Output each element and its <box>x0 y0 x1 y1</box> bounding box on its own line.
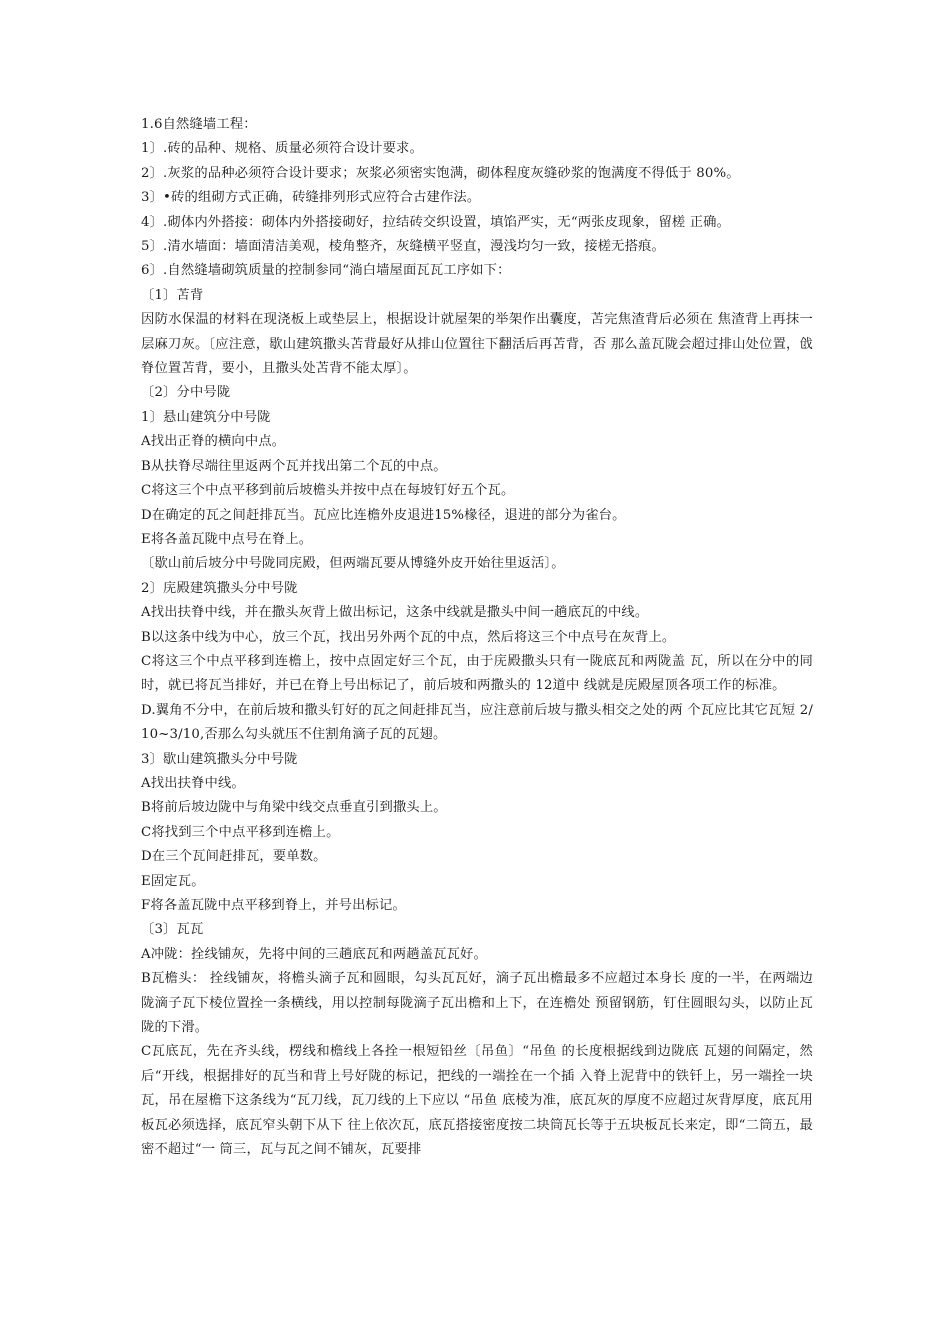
text-line: 1.6自然缝墙工程： <box>141 117 257 132</box>
text-line: 1〕悬山建筑分中号陇 <box>141 409 271 425</box>
text-line: A冲陇：拴线铺灰，先将中间的三趟底瓦和两趟盖瓦瓦好。 <box>141 946 487 962</box>
text-line: E固定瓦。 <box>141 873 205 889</box>
text-line: 2〕.灰浆的品种必须符合设计要求；灰浆必须密实饱满，砌体程度灰缝砂浆的饱满度不得低于 80%。 <box>141 165 740 181</box>
text-line: A找出扶脊中线。 <box>141 775 245 791</box>
text-line: C将找到三个中点平移到连檐上。 <box>141 824 340 840</box>
text-line: 1〕.砖的品种、规格、质量必须符合设计要求。 <box>141 141 423 157</box>
text-line: 3〕歇山建筑撒头分中号陇 <box>141 751 298 767</box>
text-paragraph: C瓦底瓦，先在齐头线，楞线和檐线上各拴一根短铅丝〔吊鱼〕“吊鱼 的长度根据线到边陇底 瓦翅的间隔定，然后“开线，根据排好的瓦当和背上号好陇的标记，把线的一端拴在一个插 入脊上泥背中的铁钎上，另一端拴一块瓦，吊在屋檐下这条线为“瓦刀线，瓦刀线的上下应以 “吊鱼 底棱为准，底瓦灰的厚度不应超过灰背厚度，底瓦用板瓦必须选择，底瓦窄头朝下从下 往上依次瓦，底瓦搭接密度按二块筒瓦长等于五块板瓦长来定，即“二筒五，最密不超过“一 筒三，瓦与瓦之间不铺灰，瓦要排 <box>141 1044 813 1158</box>
text-line: 6〕.自然缝墙砌筑质量的控制参同“淌白墙屋面瓦瓦工序如下： <box>141 263 511 279</box>
text-paragraph: B瓦檐头： 拴线铺灰，将檐头滴子瓦和圆眼，勾头瓦瓦好，滴子瓦出檐最多不应超过本身长 度的一半，在两端边陇滴子瓦下棱位置拴一条横线，用以控制每陇滴子瓦出檐和上下，在连檐处 预留钢筋，钉住圆眼勾头，以防止瓦陇的下滑。 <box>141 971 813 1036</box>
text-line: F将各盖瓦陇中点平移到脊上，并号出标记。 <box>141 898 406 913</box>
text-line: B从扶脊尽端往里返两个瓦并找出第二个瓦的中点。 <box>141 458 447 474</box>
text-paragraph: 因防水保温的材料在现浇板上或垫层上，根据设计就屋架的举架作出囊度，苫完焦渣背后必须在 焦渣背上再抹一层麻刀灰。〔应注意，歇山建筑撒头苫背最好从排山位置往下翻活后再苫背，否 那么盖瓦陇会超过排山处位置，戗脊位置苫背，要小，且撒头处苫背不能太厚〕。 <box>141 312 813 377</box>
text-paragraph: D.翼角不分中，在前后坡和撒头钉好的瓦之间赶排瓦当，应注意前后坡与撒头相交之处的两 个瓦应比其它瓦短 2/10~3/10,否那么勾头就压不住割角滴子瓦的瓦翅。 <box>141 702 813 743</box>
text-line: A找出扶脊中线，并在撒头灰背上做出标记，这条中线就是撒头中间一趟底瓦的中线。 <box>141 605 649 621</box>
text-line: 〔1〕苫背 <box>141 287 204 303</box>
text-line: 〔2〕分中号陇 <box>141 385 231 401</box>
text-line: 3〕•砖的组砌方式正确，砖缝排列形式应符合古建作法。 <box>141 190 481 206</box>
text-line: E将各盖瓦陇中点号在脊上。 <box>141 531 313 547</box>
text-line: D在三个瓦间赶排瓦，要单数。 <box>141 849 327 865</box>
text-line: 〔3〕瓦瓦 <box>141 922 204 938</box>
text-line: C将这三个中点平移到前后坡檐头并按中点在每坡钉好五个瓦。 <box>141 483 515 499</box>
document-page <box>141 113 813 1162</box>
text-line: 4〕.砌体内外搭接：砌体内外搭接砌好，拉结砖交织设置，填馅严实，无“两张皮现象，留槎 正确。 <box>141 214 731 230</box>
text-line: A找出正脊的横向中点。 <box>141 434 286 450</box>
text-line: 〔歇山前后坡分中号陇同庑殿，但两端瓦要从博缝外皮开始往里返活〕。 <box>141 556 565 572</box>
text-line: D在确定的瓦之间赶排瓦当。瓦应比连檐外皮退进15%椽径，退进的部分为雀台。 <box>141 507 626 523</box>
text-line: 5〕.清水墙面：墙面清洁美观，棱角整齐，灰缝横平竖直，漫浅均匀一致，接槎无搭痕。 <box>141 239 665 255</box>
text-line: B将前后坡边陇中与角梁中线交点垂直引到撒头上。 <box>141 800 447 816</box>
text-line: 2〕庑殿建筑撒头分中号陇 <box>141 580 298 596</box>
text-paragraph: C将这三个中点平移到连檐上，按中点固定好三个瓦，由于庑殿撒头只有一陇底瓦和两陇盖 瓦，所以在分中的同时，就已将瓦当排好，并已在脊上号出标记了，前后坡和两撒头的 12道中 线就是庑殿屋顶各项工作的标准。 <box>141 653 813 694</box>
text-line: B以这条中线为中心，放三个瓦，找出另外两个瓦的中点，然后将这三个中点号在灰背上。 <box>141 629 676 645</box>
